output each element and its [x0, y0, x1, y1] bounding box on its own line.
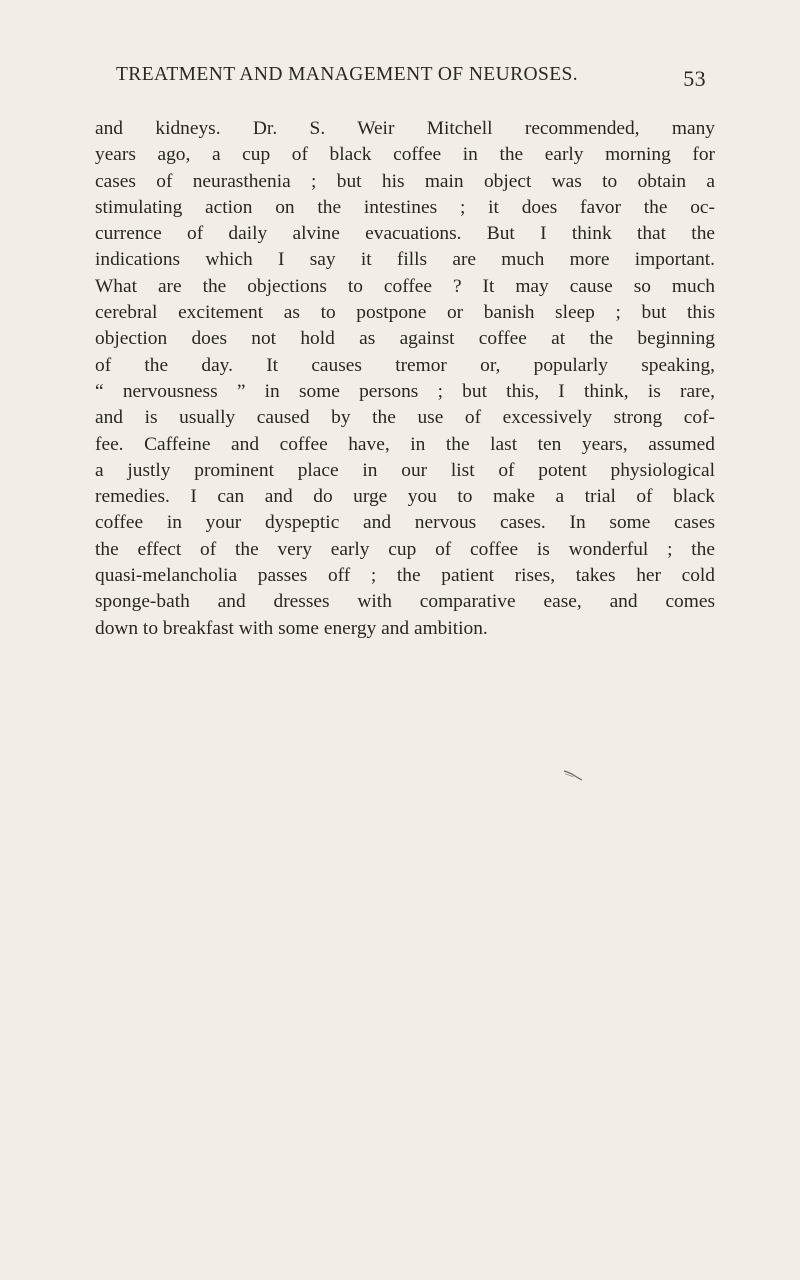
stray-ink-mark — [563, 769, 583, 781]
running-title: TREATMENT AND MANAGEMENT OF NEUROSES. — [116, 64, 579, 85]
text-line: stimulating action on the intestines ; it does favor the oc- — [95, 196, 715, 218]
text-line: objection does not hold as against coffee at the beginning — [95, 328, 715, 350]
text-line: indications which I say it fills are much more important. — [95, 249, 715, 271]
text-line: What are the objections to coffee ? It may cause so much — [95, 275, 715, 297]
text-line: and is usually caused by the use of excessively strong cof- — [95, 407, 715, 429]
text-line: years ago, a cup of black coffee in the early morning for — [95, 144, 715, 166]
running-head — [116, 64, 706, 94]
text-line: fee. Caffeine and coffee have, in the last ten years, assumed — [95, 433, 715, 455]
text-line: down to breakfast with some energy and ambition. — [95, 617, 488, 639]
text-line: the effect of the very early cup of coffee is wonderful ; the — [95, 538, 715, 560]
text-line: cerebral excitement as to postpone or banish sleep ; but this — [95, 302, 715, 324]
text-line: quasi-melancholia passes off ; the patient rises, takes her cold — [95, 565, 715, 587]
text-line: sponge-bath and dresses with comparative ease, and comes — [95, 591, 715, 613]
page-number: 53 — [683, 66, 706, 91]
text-line: coffee in your dyspeptic and nervous cases. In some cases — [95, 512, 715, 534]
text-line: “ nervousness ” in some persons ; but this, I think, is rare, — [95, 380, 715, 402]
text-line: currence of daily alvine evacuations. But I think that the — [95, 223, 715, 245]
text-line: a justly prominent place in our list of potent physiological — [95, 459, 715, 481]
text-line: cases of neurasthenia ; but his main object was to obtain a — [95, 170, 715, 192]
text-line: and kidneys. Dr. S. Weir Mitchell recommended, many — [95, 118, 715, 139]
text-line: remedies. I can and do urge you to make a trial of black — [95, 486, 715, 508]
text-line: of the day. It causes tremor or, popularly speaking, — [95, 354, 715, 376]
body-paragraph — [95, 116, 715, 642]
